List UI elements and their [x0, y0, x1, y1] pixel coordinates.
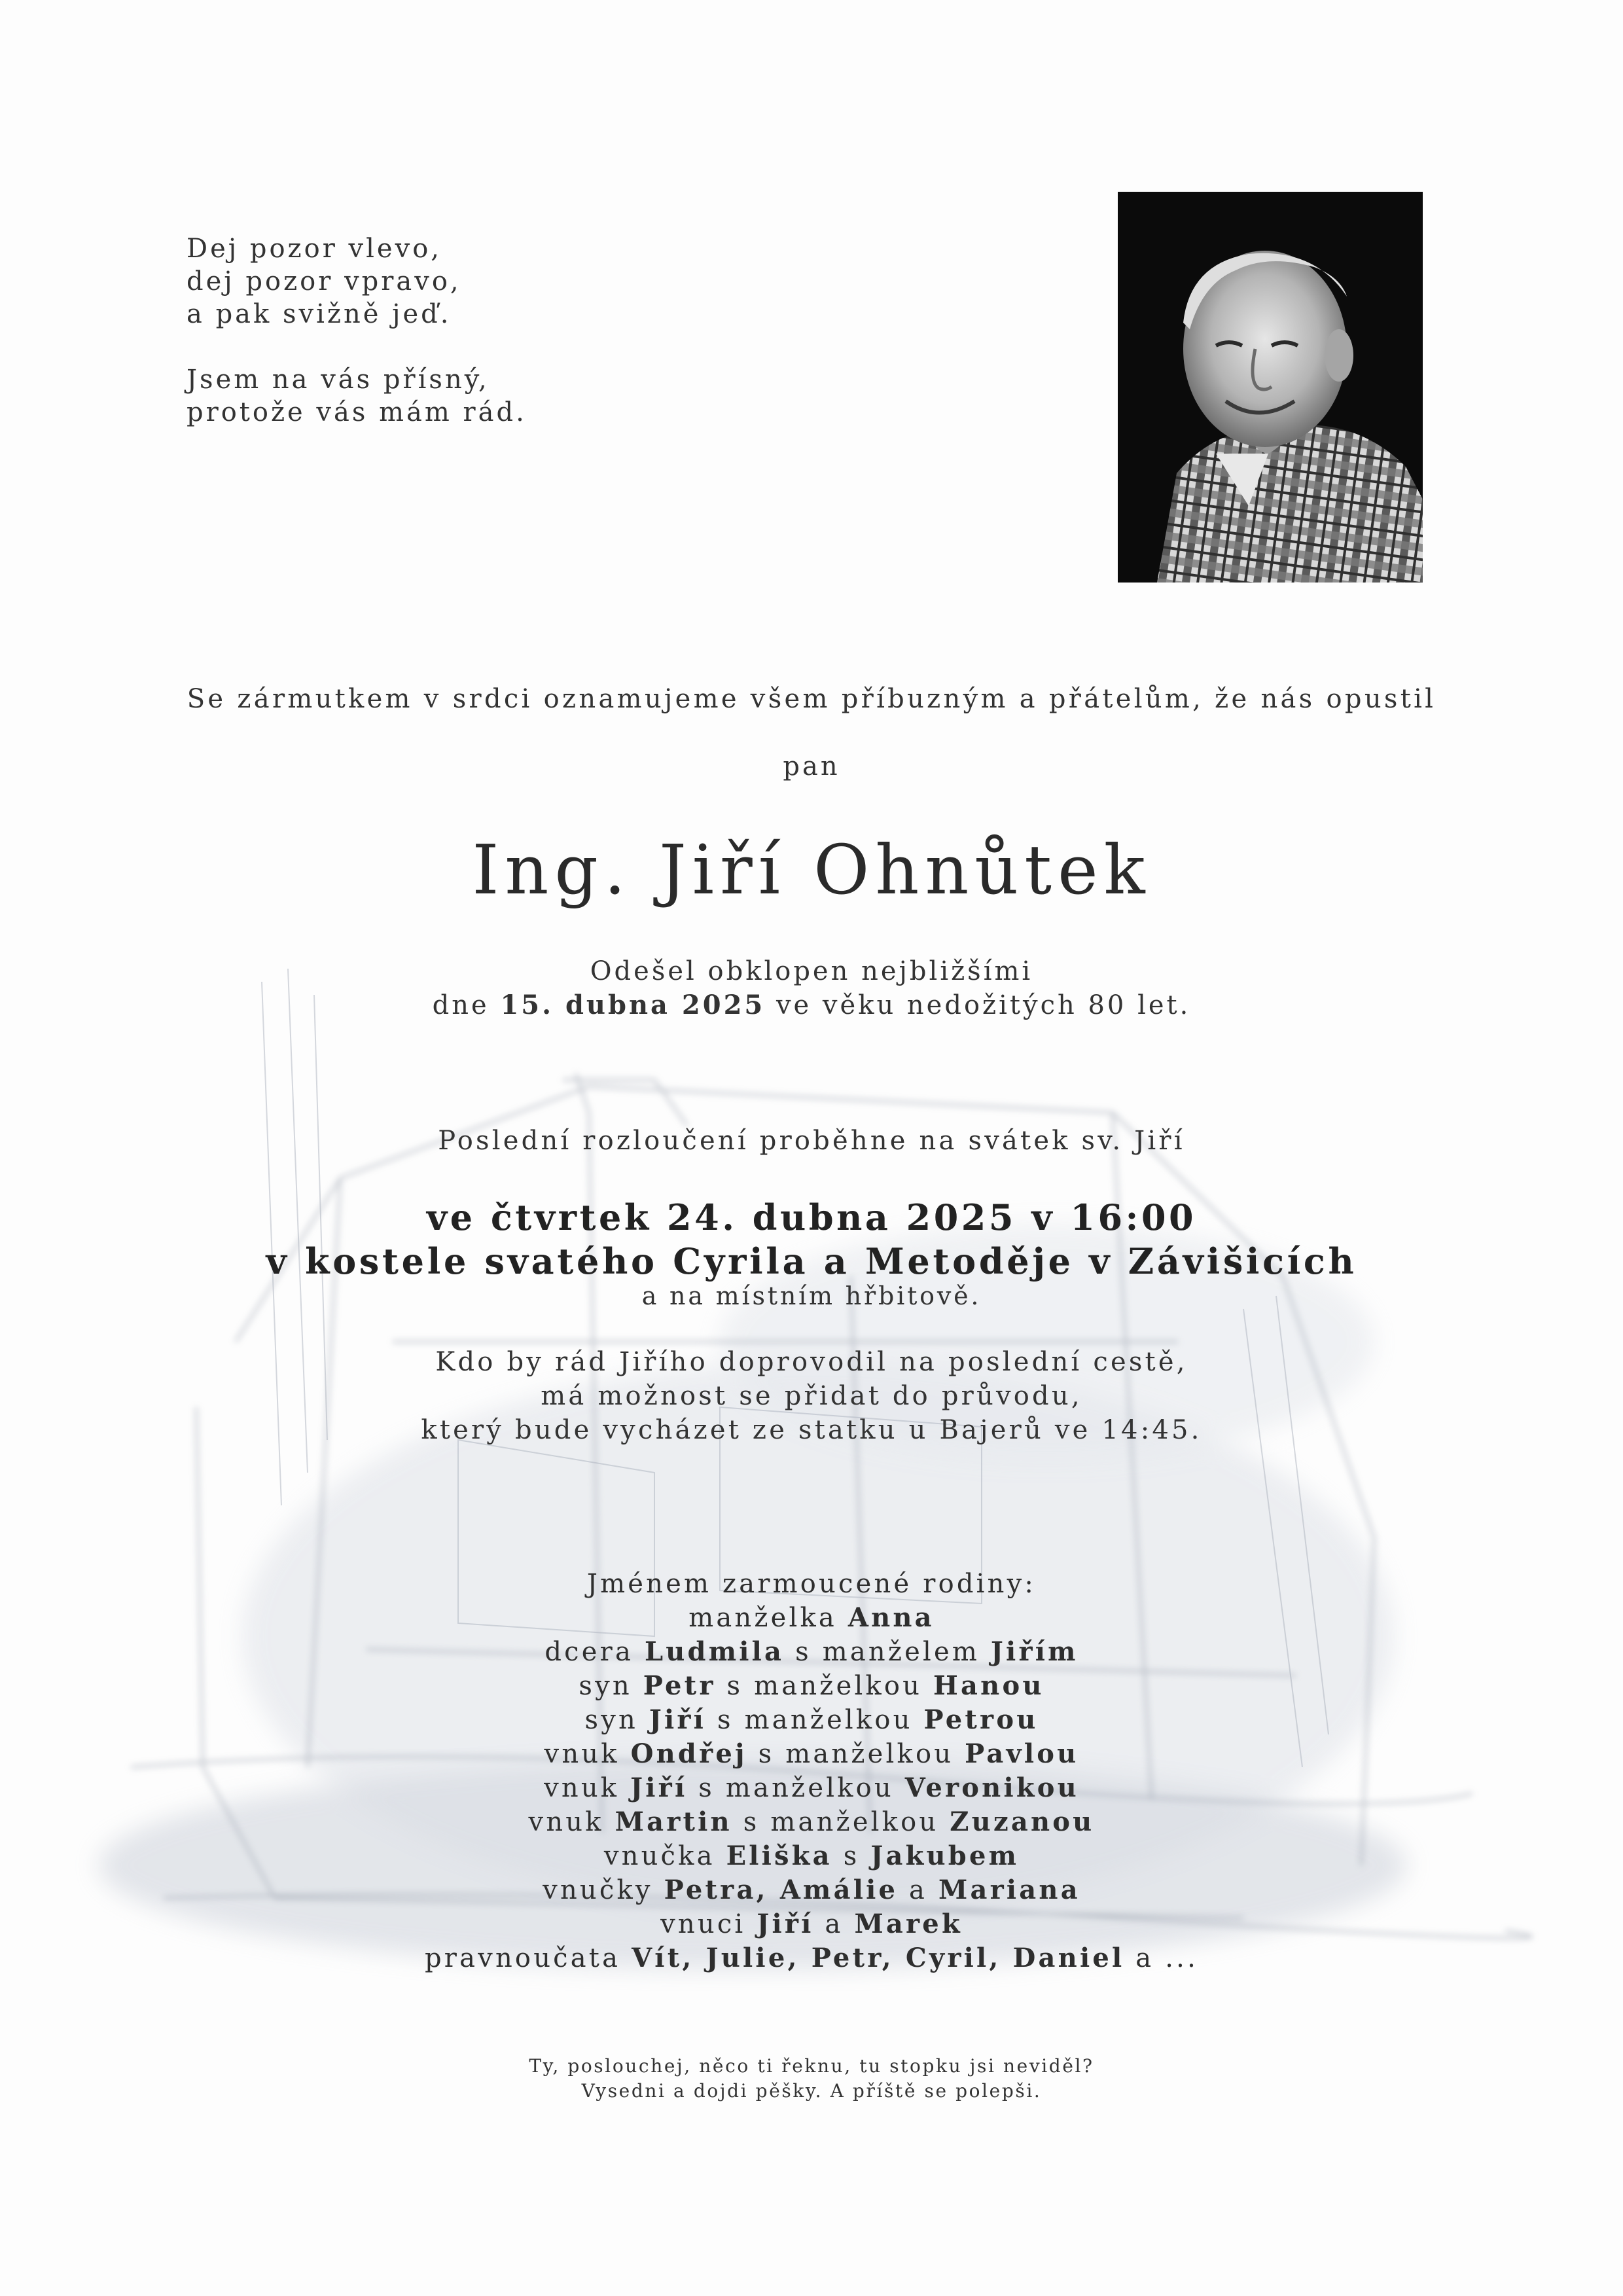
motto-verse — [187, 232, 527, 429]
motto-line: a pak svižně jeď. — [187, 299, 452, 329]
closing-line: Vysedni a dojdi pěšky. A příště se polepši. — [581, 2080, 1042, 2102]
family-list — [0, 1568, 1623, 1975]
procession-line: Kdo by rád Jiřího doprovodil na poslední cestě, — [435, 1347, 1188, 1377]
motto-line: protože vás mám rád. — [187, 397, 527, 427]
departed-age: ve věku nedožitých 80 let. — [765, 990, 1191, 1020]
family-row: vnučka Eliška s Jakubem — [603, 1840, 1020, 1871]
departed-line-1: Odešel obklopen nejbližšími — [590, 956, 1033, 986]
portrait-photo — [1118, 192, 1423, 583]
family-row: syn Petr s manželkou Hanou — [579, 1670, 1044, 1701]
family-row: vnuk Jiří s manželkou Veronikou — [544, 1772, 1079, 1803]
closing-line: Ty, poslouchej, něco ti řeknu, tu stopku jsi neviděl? — [529, 2055, 1094, 2077]
family-heading: Jménem zarmoucené rodiny: — [586, 1569, 1037, 1599]
family-row: manželka Anna — [688, 1602, 935, 1633]
departed-prefix: dne — [432, 990, 501, 1020]
family-row: syn Jiří s manželkou Petrou — [584, 1704, 1039, 1735]
family-row: vnučky Petra, Amálie a Mariana — [543, 1874, 1080, 1905]
family-row: vnuk Ondřej s manželkou Pavlou — [544, 1738, 1079, 1769]
announcement-text: Se zármutkem v srdci oznamujeme všem příbuzným a přátelům, že nás opustil — [187, 684, 1436, 714]
family-row: pravnoučata Vít, Julie, Petr, Cyril, Daniel a ... — [424, 1943, 1199, 1973]
family-row: dcera Ludmila s manželem Jiřím — [544, 1636, 1079, 1667]
deceased-name: Ing. Jiří Ohnůtek — [472, 830, 1151, 910]
family-row: vnuk Martin s manželkou Zuzanou — [528, 1806, 1095, 1837]
title-prefix: pan — [783, 751, 840, 781]
family-row: vnuci Jiří a Marek — [660, 1909, 963, 1939]
funeral-place: v kostele svatého Cyrila a Metoděje v Závišicích — [266, 1240, 1357, 1282]
procession-line: má možnost se přidat do průvodu, — [541, 1381, 1082, 1411]
procession-line: který bude vycházet ze statku u Bajerů ve 14:45. — [421, 1415, 1202, 1445]
funeral-datetime: ve čtvrtek 24. dubna 2025 v 16:00 — [426, 1196, 1197, 1238]
farewell-intro: Poslední rozloučení proběhne na svátek sv. Jiří — [438, 1126, 1185, 1156]
departed-line-2 — [0, 988, 1623, 1022]
motto-line: Dej pozor vlevo, — [187, 234, 442, 264]
motto-line: dej pozor vpravo, — [187, 266, 461, 296]
funeral-place-secondary: a na místním hřbitově. — [641, 1282, 982, 1310]
death-date: 15. dubna 2025 — [500, 990, 766, 1020]
motto-line: Jsem na vás přísný, — [187, 365, 490, 395]
